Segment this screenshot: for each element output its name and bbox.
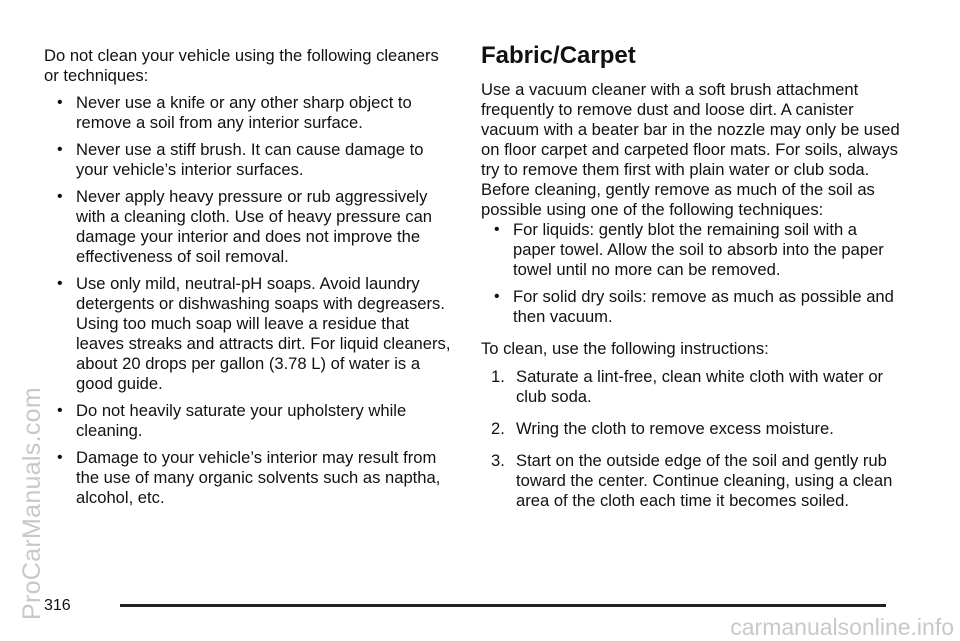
list-item: • Never apply heavy pressure or rub aggressively with a cleaning cloth. Use of heavy pressure can damage your interior and does not improve the effectiveness of soil removal. [57, 187, 433, 266]
bullet-icon: • [57, 94, 63, 111]
instructions-intro: To clean, use the following instructions: [481, 339, 769, 358]
footer-rule [120, 604, 886, 607]
list-item: • Never use a stiff brush. It can cause damage to your vehicle’s interior surfaces. [57, 140, 424, 179]
bullet-icon: • [57, 402, 63, 419]
page-number: 316 [44, 597, 71, 614]
left-intro: Do not clean your vehicle using the following cleaners or techniques: [44, 46, 439, 85]
list-item: • For solid dry soils: remove as much as possible and then vacuum. [494, 287, 894, 326]
watermark: ProCarManuals.com [18, 387, 46, 620]
bullet-icon: • [57, 449, 63, 466]
step-number: 3. [491, 451, 505, 470]
list-item: 1. Saturate a lint-free, clean white cloth with water or club soda. [491, 367, 884, 406]
list-item: • Never use a knife or any other sharp object to remove a soil from any interior surface. [57, 93, 412, 132]
steps-list [481, 367, 901, 511]
list-item: • Use only mild, neutral-pH soaps. Avoid laundry detergents or dishwashing soaps with degreasers. Using too much soap will leave a residue that leaves streaks and attracts dirt. For liquid cleaners, about 20 drops per gallon (3.78 L) of water is a good guide. [57, 274, 451, 393]
bullet-icon: • [494, 221, 500, 238]
list-item: • Do not heavily saturate your upholstery while cleaning. [57, 401, 407, 440]
list-item: 3. Start on the outside edge of the soil and gently rub toward the center. Continue cleaning, using a clean area of the cloth each time it becomes soiled. [491, 451, 893, 510]
list-item: • Damage to your vehicle’s interior may result from the use of many organic solvents such as naptha, alcohol, etc. [57, 448, 441, 507]
section-paragraph: Use a vacuum cleaner with a soft brush attachment frequently to remove dust and loose dirt. A canister vacuum with a beater bar in the nozzle may only be used on floor carpet and carpeted floor mats. For soils, always try to remove them first with plain water or club soda. Before cleaning, gently remove as much of the soil as possible using one of the following techniques: [481, 80, 900, 219]
bullet-icon: • [57, 275, 63, 292]
list-item: 2. Wring the cloth to remove excess moisture. [491, 419, 834, 438]
section-heading: Fabric/Carpet [481, 42, 636, 69]
bullet-icon: • [494, 288, 500, 305]
step-number: 2. [491, 419, 505, 438]
right-bullet-list [481, 220, 901, 327]
list-item: • For liquids: gently blot the remaining soil with a paper towel. Allow the soil to absorb into the paper towel until no more can be removed. [494, 220, 884, 279]
step-number: 1. [491, 367, 505, 386]
left-bullet-list [44, 93, 454, 508]
bullet-icon: • [57, 141, 63, 158]
right-column [481, 42, 901, 523]
bullet-icon: • [57, 188, 63, 205]
left-column [44, 46, 454, 515]
footer-site: carmanualsonline.info [730, 614, 954, 640]
